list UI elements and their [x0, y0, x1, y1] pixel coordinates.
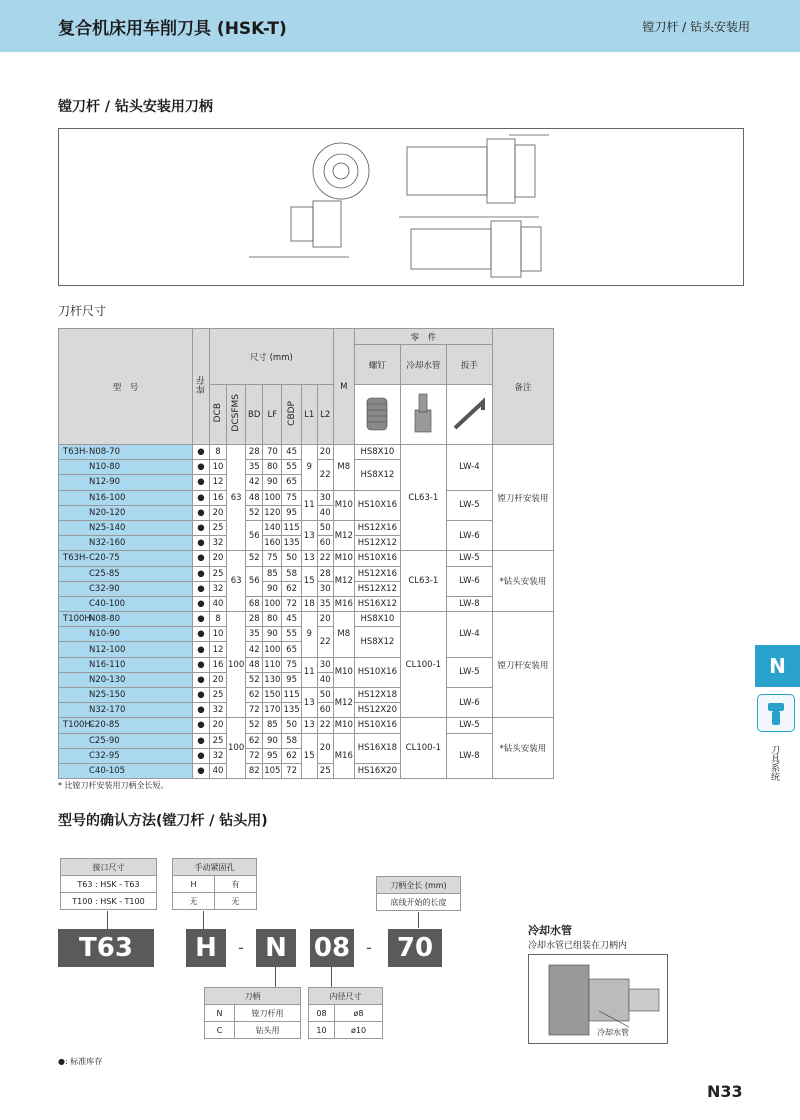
- side-view-taper: [515, 145, 535, 197]
- table-row: T100H-C20-85: [59, 718, 193, 733]
- legend-standard-stock: ●: 标准库存: [58, 1057, 103, 1066]
- side-label: 刀具系统: [769, 745, 779, 781]
- col-m: M: [333, 329, 354, 445]
- coolant-pipe-icon: [400, 385, 446, 445]
- side-view-body: [407, 147, 487, 195]
- length-table: 刀柄全长 (mm) 底线开始的长度: [376, 876, 461, 911]
- table-row: C25-85: [59, 566, 193, 581]
- col-bd: BD: [246, 385, 263, 445]
- col-l1: L1: [301, 385, 317, 445]
- table-row: N25-140: [59, 520, 193, 535]
- section-title-holder: 镗刀杆 / 钻头安装用刀柄: [58, 99, 213, 115]
- col-lf: LF: [263, 385, 282, 445]
- col-stock: 库存: [193, 329, 210, 445]
- col-parts: 零 件: [354, 329, 492, 345]
- col-model: 型 号: [59, 329, 193, 445]
- bottom-view-flange: [491, 221, 521, 277]
- front-view-mid: [324, 154, 358, 188]
- page-title: 复合机床用车削刀具 (HSK-T): [58, 19, 287, 39]
- col-cbdp: CBDP: [282, 385, 301, 445]
- table-row: T63H-C20-75: [59, 551, 193, 566]
- code-08: 08: [310, 929, 354, 967]
- table-row: N10-90: [59, 627, 193, 642]
- detail-view-shank: [291, 207, 313, 241]
- screw-icon: [354, 385, 400, 445]
- col-dcb: DCB: [210, 385, 227, 445]
- table-row: N16-100: [59, 490, 193, 505]
- table-row: N25-150: [59, 688, 193, 703]
- code-70: 70: [388, 929, 442, 967]
- table-row: N32-170: [59, 703, 193, 718]
- code-h: H: [186, 929, 226, 967]
- section-title-dimensions: 刀杆尺寸: [58, 304, 107, 318]
- drawing-svg: [59, 129, 743, 285]
- table-row: N20-130: [59, 672, 193, 687]
- coolant-title: 冷却水管: [528, 924, 572, 937]
- code-t63: T63: [58, 929, 154, 967]
- bore-size-table: 内径尺寸 08 ø8 10 ø10: [308, 987, 383, 1039]
- front-view-outer: [313, 143, 369, 199]
- col-dimensions: 尺寸 (mm): [210, 329, 334, 385]
- clamp-hole-table: 手动紧固孔 H 有 无 无: [172, 858, 257, 910]
- col-wrench: 扳手: [446, 345, 492, 385]
- side-view-flange: [487, 139, 515, 203]
- section-title-code: 型号的确认方法(镗刀杆 / 钻头用): [58, 813, 268, 829]
- table-row: C40-100: [59, 596, 193, 611]
- code-n: N: [256, 929, 296, 967]
- page-header: [0, 0, 800, 52]
- technical-drawing: [58, 128, 744, 286]
- shank-type-table: 刀柄 N 镗刀杆用 C 钻头用: [204, 987, 301, 1039]
- table-footnote: * 比镗刀杆安装用刀柄全长短。: [58, 781, 169, 790]
- interface-table: 接口尺寸 T63 : HSK - T63 T100 : HSK - T100: [60, 858, 157, 910]
- bottom-view-body: [411, 229, 491, 269]
- col-note: 备注: [492, 329, 553, 445]
- wrench-icon: [446, 385, 492, 445]
- table-row: T63H-N08-70: [59, 445, 193, 460]
- table-row: N32-160: [59, 536, 193, 551]
- table-row: C32-90: [59, 581, 193, 596]
- table-row: C25-90: [59, 733, 193, 748]
- dimensions-table: 型 号 库存 尺寸 (mm) M 零 件 备注 螺钉 冷却水管 扳手 DCB DCSFMS BD LF CBDP L1 L2 T63H-N08-70 ● 8 63 28 70 45 9 20 M8 HS8X10 CL63-1 LW-4 镗刀杆安装用 N10-80 ● 10 35 80 55 22 HS8X12 N12-90 ● 12 42 90 65 N16-100 ● 16 48 100 75 11 30 M10 HS10X16 LW-5 N20-120 ● 20 52 120 95 40 N25-140 ● 25 56 140 115 13 50 M12 HS12X16 LW-6 N32-160 ● 32 160 135 60 HS12X12 T63H-C20-75 ● 20 63 52 75 50 13 22 M10 HS10X16 CL63-1 LW-5 *钻头安装用 C25-85 ● 25 56 85 58 15 28 M12 HS12X16 LW-6 C32-90 ● 32 90 62 30 HS12X12 C40-100 ● 40 68 100 72 18 35 M16 HS16X12 LW-8 T100H-N08-80 ● 8 100 28 80 45 9 20 M8 HS8X10 CL100-1 LW-4 镗刀杆安装用 N10-90 ● 10 35 90 55 22 HS8X12 N12-100 ● 12 42 100 65 N16-110 ● 16 48 110 75 11 30 M10 HS10X16 LW-5 N20-130 ● 20 52 130 95 40 N25-150 ● 25 62 150 115 13 50 M12 HS12X18 LW-6 N32-170 ● 32 72 170 135 60 HS12X20 T100H-C20-85 ● 20 100 52 85 50 13 22 M10 HS10X16 CL100-1 LW-5 *钻头安装用 C25-90 ● 25 62 90 58 15 20 M16 HS16X18 LW-8 C32-95 ● 32 72 95 62 C40-105 ● 40 82 105 72 25 HS16X20: [58, 328, 554, 779]
- detail-view-head: [313, 201, 341, 247]
- col-dcsfms: DCSFMS: [227, 385, 246, 445]
- col-screw: 螺钉: [354, 345, 400, 385]
- col-coolant: 冷却水管: [400, 345, 446, 385]
- table-row: N10-80: [59, 460, 193, 475]
- table-row: N20-120: [59, 505, 193, 520]
- table-row: N12-100: [59, 642, 193, 657]
- front-view-bore: [333, 163, 349, 179]
- header-category: 镗刀杆 / 钻头安装用: [642, 20, 750, 34]
- section-tab-n[interactable]: N: [755, 645, 800, 687]
- coolant-desc: 冷却水管已组装在刀柄内: [528, 941, 628, 951]
- page-number: N33: [707, 1082, 743, 1101]
- table-row: C40-105: [59, 763, 193, 778]
- table-row: N12-90: [59, 475, 193, 490]
- table-row: T100H-N08-80: [59, 612, 193, 627]
- table-row: N16-110: [59, 657, 193, 672]
- tool-system-icon: [757, 694, 795, 732]
- coolant-drawing: [528, 954, 668, 1044]
- col-l2: L2: [317, 385, 333, 445]
- coolant-label: 冷却水管: [597, 1028, 629, 1037]
- table-row: C32-95: [59, 748, 193, 763]
- bottom-view-taper: [521, 227, 541, 271]
